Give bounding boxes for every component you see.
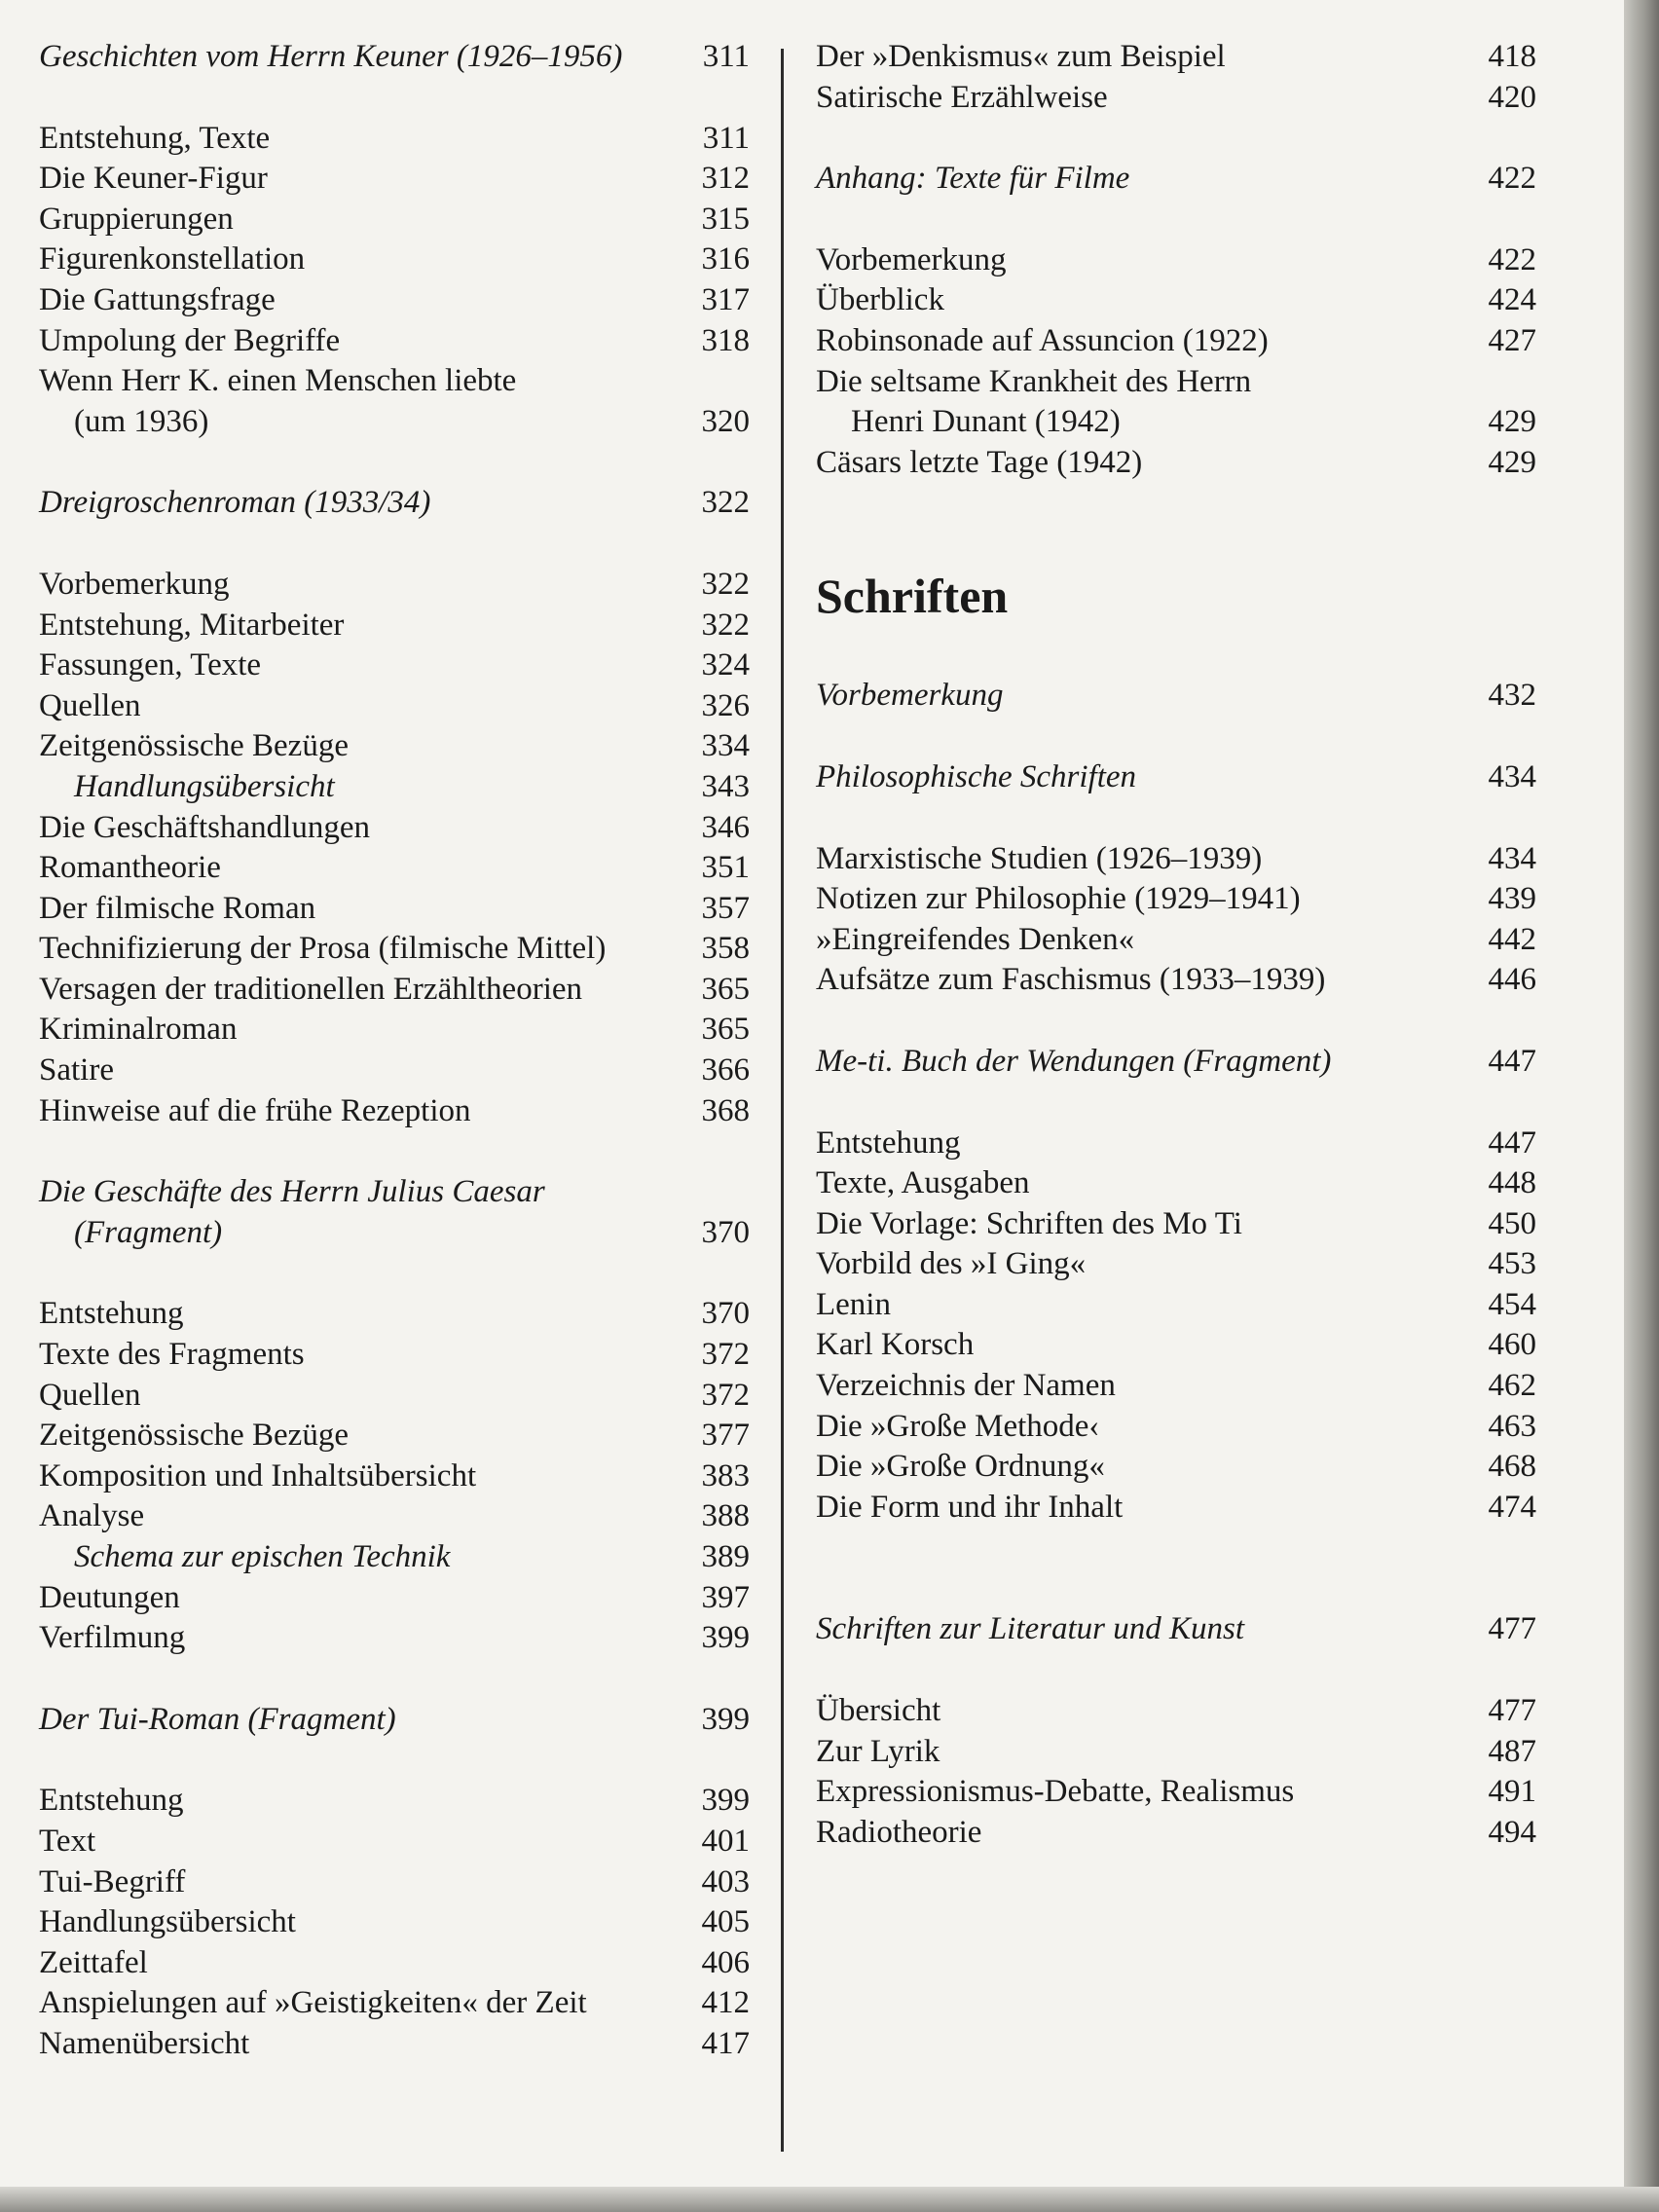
toc-entry-page: 468 — [1488, 1449, 1536, 1485]
toc-entry — [39, 200, 750, 240]
toc-entry-title: »Eingreifendes Denken« — [816, 921, 1135, 957]
toc-entry-title: Entstehung — [39, 1783, 184, 1819]
toc-entry-title: Umpolung der Begriffe — [39, 322, 341, 358]
spacer — [39, 78, 750, 119]
toc-entry-page: 462 — [1488, 1368, 1536, 1404]
toc-section-entry — [39, 1213, 750, 1254]
toc-entry-page: 448 — [1488, 1165, 1536, 1201]
toc-entry-page: 317 — [701, 281, 750, 317]
toc-entry — [816, 879, 1536, 920]
toc-entry — [39, 240, 750, 280]
toc-section-entry — [816, 159, 1536, 200]
toc-entry-page: 366 — [701, 1052, 750, 1088]
toc-entry-title: Die Geschäfte des Herrn Julius Caesar — [39, 1174, 545, 1210]
toc-entry-title: Me-ti. Buch der Wendungen (Fragment) — [816, 1043, 1332, 1079]
toc-entry-page: 405 — [701, 1904, 750, 1940]
toc-entry — [39, 1335, 750, 1376]
toc-entry-page: 334 — [701, 728, 750, 764]
spacer — [816, 717, 1536, 757]
toc-entry-title: Deutungen — [39, 1579, 180, 1615]
spacer — [816, 1650, 1536, 1691]
toc-entry-page: 422 — [1488, 161, 1536, 197]
toc-entry-title: Lenin — [816, 1286, 891, 1322]
toc-entry-page: 491 — [1488, 1774, 1536, 1810]
toc-entry — [39, 889, 750, 930]
toc-entry-page: 399 — [701, 1620, 750, 1656]
toc-entry — [816, 78, 1536, 119]
toc-entry-title: Die Keuner-Figur — [39, 161, 268, 197]
toc-entry — [816, 280, 1536, 321]
toc-entry-title: Zeittafel — [39, 1944, 148, 1980]
toc-entry-page: 343 — [701, 768, 750, 804]
toc-entry-page: 311 — [702, 39, 750, 74]
toc-entry-title: Die seltsame Krankheit des Herrn — [816, 363, 1252, 399]
toc-entry-page: 432 — [1488, 678, 1536, 714]
toc-entry — [816, 839, 1536, 880]
toc-entry — [39, 1781, 750, 1822]
spacer — [39, 524, 750, 565]
spacer — [39, 442, 750, 483]
toc-entry-title: Anspielungen auf »Geistigkeiten« der Zeit — [39, 1985, 587, 2021]
toc-entry — [816, 1732, 1536, 1773]
toc-entry-title: Der filmische Roman — [39, 890, 316, 926]
toc-entry-title: Schriften zur Literatur und Kunst — [816, 1611, 1245, 1647]
toc-entry-title: Dreigroschenroman (1933/34) — [39, 485, 431, 521]
toc-entry-page: 442 — [1488, 921, 1536, 957]
toc-entry-title: Karl Korsch — [816, 1327, 975, 1363]
toc-entry-title: Schema zur epischen Technik — [74, 1539, 451, 1574]
toc-entry — [816, 920, 1536, 961]
toc-entry-page: 370 — [701, 1214, 750, 1250]
toc-entry-page: 326 — [701, 687, 750, 723]
toc-entry — [816, 1124, 1536, 1164]
toc-entry-title: Die Form und ihr Inhalt — [816, 1489, 1124, 1525]
toc-entry-page: 399 — [701, 1701, 750, 1737]
toc-section-entry — [39, 483, 750, 524]
spacer — [39, 1253, 750, 1294]
toc-entry-title: Expressionismus-Debatte, Realismus — [816, 1774, 1295, 1810]
toc-right-column — [816, 37, 1536, 1853]
toc-entry-page: 427 — [1488, 322, 1536, 358]
toc-entry — [39, 808, 750, 849]
toc-entry — [39, 645, 750, 686]
toc-entry-title: Texte, Ausgaben — [816, 1165, 1030, 1201]
toc-entry-page: 420 — [1488, 79, 1536, 115]
toc-entry-page: 388 — [701, 1498, 750, 1534]
toc-entry — [39, 1862, 750, 1903]
toc-entry-page: 446 — [1488, 962, 1536, 998]
toc-section-entry — [39, 1172, 750, 1213]
spacer — [816, 1083, 1536, 1124]
toc-entry-page: 318 — [701, 322, 750, 358]
toc-entry-title: Radiotheorie — [816, 1814, 982, 1850]
toc-entry-title: Der Tui-Roman (Fragment) — [39, 1701, 396, 1737]
toc-entry — [816, 1163, 1536, 1204]
toc-entry — [39, 159, 750, 200]
toc-section-entry — [816, 676, 1536, 717]
toc-entry-page: 474 — [1488, 1489, 1536, 1525]
toc-entry-page: 418 — [1488, 39, 1536, 74]
toc-entry-title: Zur Lyrik — [816, 1733, 940, 1769]
toc-entry — [39, 1618, 750, 1659]
toc-entry-page: 477 — [1488, 1611, 1536, 1647]
spacer — [816, 798, 1536, 839]
toc-entry — [816, 960, 1536, 1001]
toc-entry-page: 453 — [1488, 1246, 1536, 1282]
toc-entry-page: 365 — [701, 1012, 750, 1048]
toc-entry-title: Zeitgenössische Bezüge — [39, 728, 349, 764]
toc-entry-page: 316 — [701, 241, 750, 277]
toc-entry — [39, 1537, 750, 1578]
toc-entry-page: 412 — [701, 1985, 750, 2021]
spacer — [39, 1740, 750, 1781]
spacer — [816, 1528, 1536, 1609]
toc-entry-title: Entstehung, Texte — [39, 120, 271, 156]
toc-section-entry — [816, 757, 1536, 798]
toc-entry-title: Namenübersicht — [39, 2025, 250, 2061]
toc-entry-title: (um 1936) — [74, 403, 209, 439]
toc-entry-page: 322 — [701, 607, 750, 643]
toc-entry-title: Handlungsübersicht — [39, 1904, 296, 1940]
toc-entry — [816, 37, 1536, 78]
toc-entry-title: Satire — [39, 1052, 114, 1088]
toc-entry-title: Henri Dunant (1942) — [851, 404, 1121, 440]
toc-entry-title: Tui-Begriff — [39, 1863, 186, 1899]
toc-entry — [816, 240, 1536, 281]
toc-right-bottom — [816, 676, 1536, 1853]
toc-entry-title: Aufsätze zum Faschismus (1933–1939) — [816, 962, 1326, 998]
toc-entry-title: Anhang: Texte für Filme — [816, 161, 1130, 197]
toc-entry — [816, 1407, 1536, 1448]
spacer — [39, 1659, 750, 1700]
toc-entry — [816, 321, 1536, 362]
toc-entry-page: 406 — [701, 1944, 750, 1980]
toc-entry-title: Die »Große Methode‹ — [816, 1408, 1100, 1444]
toc-entry — [39, 280, 750, 321]
toc-entry-title: Gruppierungen — [39, 201, 234, 237]
toc-entry-page: 463 — [1488, 1408, 1536, 1444]
toc-entry — [816, 362, 1536, 403]
toc-entry-page: 434 — [1488, 840, 1536, 876]
toc-entry — [816, 402, 1536, 443]
toc-entry-title: Die Gattungsfrage — [39, 281, 276, 317]
toc-entry — [39, 1943, 750, 1984]
toc-entry — [39, 1091, 750, 1132]
toc-entry-page: 429 — [1488, 404, 1536, 440]
toc-entry — [816, 1772, 1536, 1813]
spacer — [816, 118, 1536, 159]
toc-entry-page: 365 — [701, 971, 750, 1007]
toc-entry-title: Vorbemerkung — [816, 241, 1007, 277]
toc-entry-page: 322 — [701, 485, 750, 521]
toc-entry-title: Kriminalroman — [39, 1012, 238, 1048]
toc-entry-title: Zeitgenössische Bezüge — [39, 1418, 349, 1454]
toc-entry — [39, 929, 750, 970]
toc-entry-title: Fassungen, Texte — [39, 647, 262, 683]
toc-entry-page: 322 — [701, 566, 750, 602]
toc-entry — [39, 361, 750, 402]
column-divider — [781, 49, 784, 2152]
toc-entry-title: Quellen — [39, 687, 141, 723]
toc-entry-page: 383 — [701, 1457, 750, 1493]
toc-entry-page: 399 — [701, 1783, 750, 1819]
toc-entry-title: Technifizierung der Prosa (filmische Mittel) — [39, 931, 607, 967]
toc-entry-page: 346 — [701, 809, 750, 845]
toc-entry — [816, 1244, 1536, 1285]
toc-entry-page: 424 — [1488, 282, 1536, 318]
toc-entry — [39, 686, 750, 727]
toc-entry-page: 358 — [701, 931, 750, 967]
spacer — [816, 200, 1536, 240]
toc-entry-page: 434 — [1488, 758, 1536, 794]
toc-entry-title: Text — [39, 1823, 96, 1859]
toc-entry-title: Robinsonade auf Assuncion (1922) — [816, 322, 1269, 358]
toc-entry — [39, 1456, 750, 1497]
toc-entry — [816, 1691, 1536, 1732]
spacer — [816, 1001, 1536, 1042]
toc-entry-page: 368 — [701, 1092, 750, 1128]
toc-entry-title: Notizen zur Philosophie (1929–1941) — [816, 881, 1301, 917]
toc-entry — [816, 1447, 1536, 1488]
toc-entry — [39, 321, 750, 362]
toc-entry — [39, 1578, 750, 1619]
toc-entry-title: Cäsars letzte Tage (1942) — [816, 444, 1143, 480]
toc-entry-page: 422 — [1488, 241, 1536, 277]
toc-entry — [39, 565, 750, 606]
toc-entry-title: Entstehung, Mitarbeiter — [39, 607, 345, 643]
toc-entry-page: 447 — [1488, 1043, 1536, 1079]
toc-entry-page: 454 — [1488, 1286, 1536, 1322]
toc-entry-title: Hinweise auf die frühe Rezeption — [39, 1092, 471, 1128]
toc-entry-page: 494 — [1488, 1814, 1536, 1850]
toc-entry-page: 429 — [1488, 444, 1536, 480]
toc-entry — [39, 1983, 750, 2024]
toc-entry — [39, 1051, 750, 1091]
toc-entry-title: Philosophische Schriften — [816, 758, 1137, 794]
toc-entry — [39, 726, 750, 767]
toc-entry-page: 460 — [1488, 1327, 1536, 1363]
toc-entry — [39, 970, 750, 1011]
toc-entry-title: Überblick — [816, 282, 944, 318]
toc-entry-page: 324 — [701, 647, 750, 683]
toc-entry-page: 372 — [701, 1377, 750, 1413]
toc-entry-page: 487 — [1488, 1733, 1536, 1769]
toc-entry-title: Marxistische Studien (1926–1939) — [816, 840, 1263, 876]
toc-entry-page: 401 — [701, 1823, 750, 1859]
page-edge-shadow — [1624, 0, 1659, 2212]
section-heading-schriften: Schriften — [816, 569, 1009, 624]
toc-entry — [39, 606, 750, 646]
toc-entry — [816, 1366, 1536, 1407]
toc-entry — [39, 2024, 750, 2065]
toc-entry-page: 320 — [701, 403, 750, 439]
toc-entry-page: 311 — [702, 120, 750, 156]
toc-entry-page: 477 — [1488, 1693, 1536, 1729]
toc-entry — [39, 402, 750, 443]
page-bottom-edge — [0, 2187, 1659, 2212]
toc-entry-page: 357 — [701, 890, 750, 926]
toc-entry — [816, 1204, 1536, 1245]
toc-entry — [39, 1822, 750, 1862]
toc-entry — [816, 1285, 1536, 1326]
toc-entry — [816, 1813, 1536, 1854]
toc-entry-title: Versagen der traditionellen Erzähltheorien — [39, 971, 583, 1007]
toc-entry — [39, 848, 750, 889]
toc-entry-title: Wenn Herr K. einen Menschen liebte — [39, 363, 517, 399]
toc-entry-title: Handlungsübersicht — [74, 768, 335, 804]
toc-entry — [39, 1294, 750, 1335]
toc-entry-title: Entstehung — [39, 1296, 184, 1332]
toc-entry-page: 450 — [1488, 1205, 1536, 1241]
toc-entry — [816, 1325, 1536, 1366]
toc-entry-page: 389 — [701, 1539, 750, 1574]
toc-entry-title: Figurenkonstellation — [39, 241, 306, 277]
toc-entry-page: 315 — [701, 201, 750, 237]
toc-entry-title: Entstehung — [816, 1124, 961, 1161]
toc-entry-title: Geschichten vom Herrn Keuner (1926–1956) — [39, 39, 623, 74]
toc-section-entry — [816, 1042, 1536, 1083]
toc-entry-page: 372 — [701, 1337, 750, 1373]
toc-entry — [39, 1902, 750, 1943]
toc-left-column — [39, 37, 750, 2065]
toc-entry-page: 439 — [1488, 881, 1536, 917]
toc-entry-title: Die Geschäftshandlungen — [39, 809, 370, 845]
toc-section-entry — [39, 37, 750, 78]
toc-entry — [39, 1416, 750, 1456]
toc-entry-page: 370 — [701, 1296, 750, 1332]
toc-entry-title: Vorbemerkung — [39, 566, 230, 602]
toc-entry-title: Komposition und Inhaltsübersicht — [39, 1457, 477, 1493]
toc-entry-title: Die »Große Ordnung« — [816, 1449, 1105, 1485]
toc-entry — [39, 1496, 750, 1537]
toc-entry-page: 397 — [701, 1579, 750, 1615]
toc-entry-page: 417 — [701, 2025, 750, 2061]
toc-entry — [39, 1010, 750, 1051]
toc-entry — [816, 443, 1536, 484]
toc-entry-title: (Fragment) — [74, 1214, 223, 1250]
toc-entry-page: 377 — [701, 1418, 750, 1454]
toc-entry — [39, 119, 750, 160]
toc-entry-page: 403 — [701, 1863, 750, 1899]
toc-entry-title: Verzeichnis der Namen — [816, 1368, 1116, 1404]
toc-entry-page: 351 — [701, 850, 750, 886]
toc-entry-page: 447 — [1488, 1124, 1536, 1161]
toc-section-entry — [39, 1700, 750, 1741]
toc-entry-title: Der »Denkismus« zum Beispiel — [816, 39, 1226, 74]
toc-entry-title: Vorbemerkung — [816, 678, 1004, 714]
toc-entry-title: Analyse — [39, 1498, 145, 1534]
toc-entry-title: Vorbild des »I Ging« — [816, 1246, 1087, 1282]
toc-entry-title: Übersicht — [816, 1693, 941, 1729]
toc-entry-title: Quellen — [39, 1377, 141, 1413]
toc-section-entry — [816, 1609, 1536, 1650]
toc-right-top — [816, 37, 1536, 483]
toc-entry-title: Die Vorlage: Schriften des Mo Ti — [816, 1205, 1242, 1241]
toc-entry-title: Satirische Erzählweise — [816, 79, 1108, 115]
toc-entry-title: Verfilmung — [39, 1620, 186, 1656]
toc-entry — [39, 767, 750, 808]
toc-entry — [39, 1376, 750, 1417]
spacer — [39, 1131, 750, 1172]
toc-entry-title: Texte des Fragments — [39, 1337, 305, 1373]
toc-entry-page: 312 — [701, 161, 750, 197]
toc-entry — [816, 1488, 1536, 1529]
toc-entry-title: Romantheorie — [39, 850, 221, 886]
